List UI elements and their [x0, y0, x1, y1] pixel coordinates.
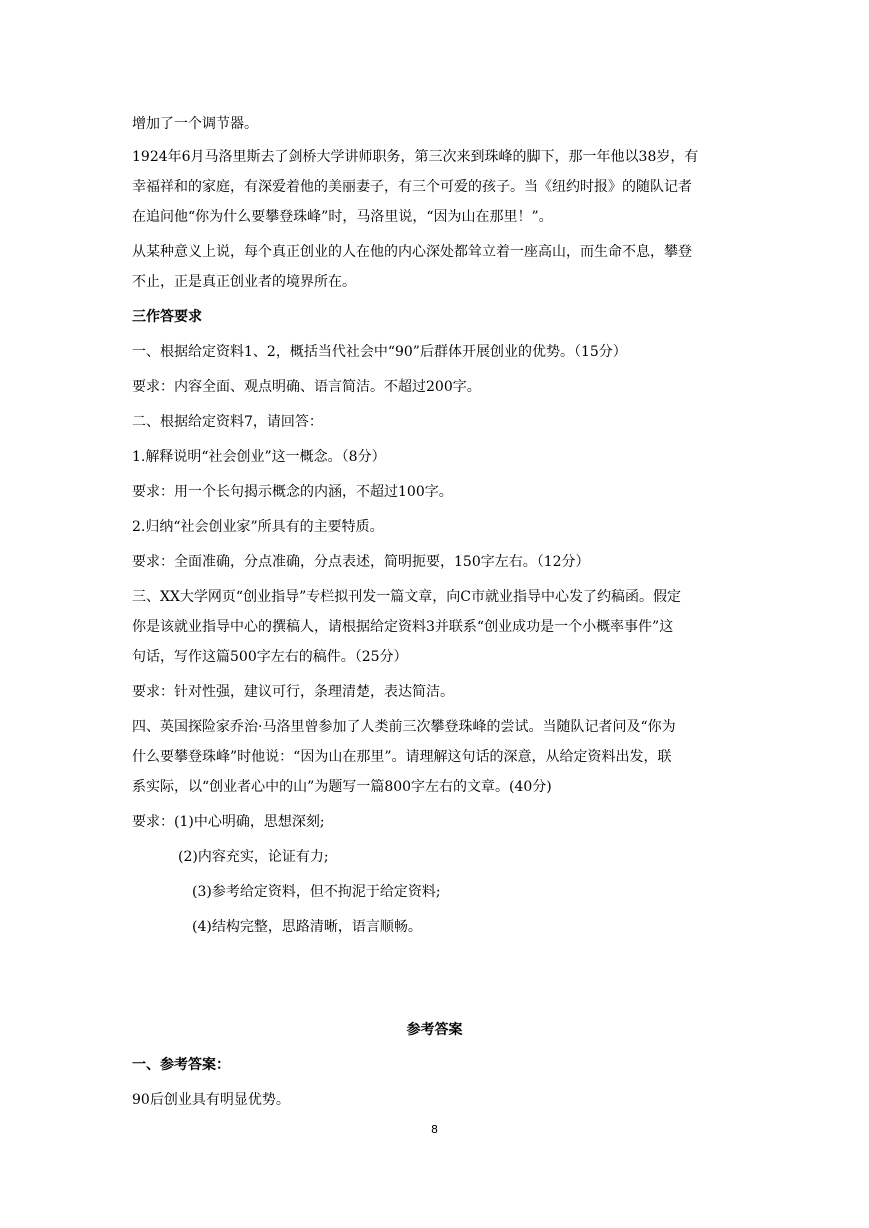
requirement-item: (4)结构完整，思路清晰，语言顺畅。	[192, 919, 422, 935]
page-number: 8	[431, 1123, 438, 1136]
question-four: 四、英国探险家乔治·马洛里曾参加了人类前三次攀登珠峰的尝试。当随队记者问及“你为	[132, 719, 676, 735]
requirement-line: 要求：全面准确，分点准确，分点表述，简明扼要，150字左右。（12分）	[132, 554, 590, 570]
requirement-line: 要求：内容全面、观点明确、语言简洁。不超过200字。	[132, 379, 481, 395]
text-line: 在追问他“你为什么要攀登珠峰”时，马洛里说，“因为山在那里！”。	[132, 209, 553, 225]
section-heading: 三作答要求	[132, 309, 202, 325]
text-line: 90后创业具有明显优势。	[132, 1092, 290, 1108]
question-two: 二、根据给定资料7，请回答：	[132, 414, 323, 430]
text-line: 句话，写作这篇500字左右的稿件。（25分）	[132, 649, 408, 665]
requirement-line: 要求：针对性强，建议可行，条理清楚，表达简洁。	[132, 684, 454, 700]
text-line: 不止，正是真正创业者的境界所在。	[132, 274, 356, 290]
text-line: 你是该就业指导中心的撰稿人，请根据给定资料3并联系“创业成功是一个小概率事件”这	[132, 619, 674, 635]
requirement-line: 要求：用一个长句揭示概念的内涵，不超过100字。	[132, 484, 453, 500]
text-line: 1924年6月马洛里斯去了剑桥大学讲师职务，第三次来到珠峰的脚下，那一年他以38岁，有	[132, 149, 699, 165]
sub-question: 1.解释说明“社会创业”这一概念。（8分）	[132, 449, 386, 465]
requirement-item: (3)参考给定资料，但不拘泥于给定资料;	[192, 884, 441, 900]
requirement-line: 要求：(1)中心明确，思想深刻;	[132, 814, 325, 830]
text-line: 什么要攀登珠峰”时他说：“因为山在那里”。请理解这句话的深意，从给定资料出发，联	[132, 749, 672, 765]
text-line: 增加了一个调节器。	[132, 116, 258, 132]
requirement-item: (2)内容充实，论证有力;	[178, 849, 329, 865]
question-three: 三、XX大学网页“创业指导”专栏拟刊发一篇文章，向C市就业指导中心发了约稿函。假定	[132, 589, 681, 605]
text-line: 系实际，以“创业者心中的山”为题写一篇800字左右的文章。(40分)	[132, 779, 552, 795]
text-line: 从某种意义上说，每个真正创业的人在他的内心深处都耸立着一座高山，而生命不息，攀登	[132, 244, 692, 260]
answer-title: 参考答案	[406, 1022, 463, 1038]
sub-question: 2.归纳“社会创业家”所具有的主要特质。	[132, 519, 384, 535]
answer-heading: 一、参考答案：	[132, 1057, 230, 1073]
text-line: 幸福祥和的家庭，有深爱着他的美丽妻子，有三个可爱的孩子。当《纽约时报》的随队记者	[132, 179, 692, 195]
question-one: 一、根据给定资料1、2，概括当代社会中“90”后群体开展创业的优势。（15分）	[132, 344, 627, 360]
